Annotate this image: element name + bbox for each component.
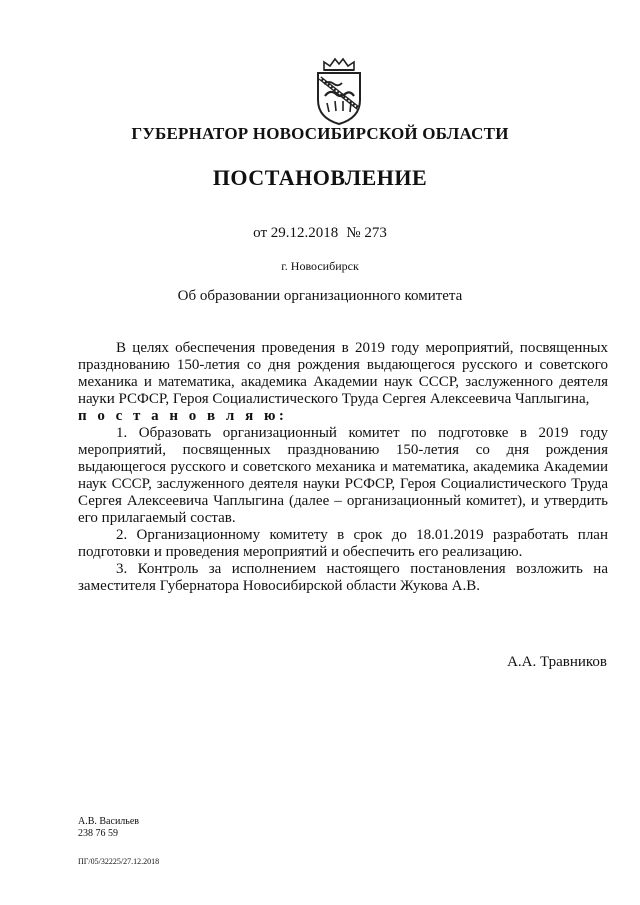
executor-block [78,816,139,840]
decree-item-2: 2. Организационному комитету в срок до 18.01.2019 разработать план подготовки и проведения мероприятий и обеспечить его реализацию. [78,527,608,560]
document-subject: Об образовании организационного комитета [177,288,463,304]
document-date: от 29.12.2018 [253,225,339,241]
document-type: ПОСТАНОВЛЕНИЕ [212,165,428,190]
authority-title: ГУБЕРНАТОР НОВОСИБИРСКОЙ ОБЛАСТИ [131,124,509,143]
preamble-paragraph: В целях обеспечения проведения в 2019 году мероприятий, посвященных празднованию 150-летия со дня рождения выдающегося русского и советского механика и математика, академика Академии наук СССР, заслуженного деятеля науки РСФСР, Героя Социалистического Труда Сергея Алексеевича Чаплыгина, [78,340,608,407]
executor-name: А.В. Васильев [78,816,140,827]
decree-item-1: 1. Образовать организационный комитет по подготовке в 2019 году мероприятий, посвященных празднованию 150-летия со дня рождения выдающегося русского и советского механика и математика, академика Академии наук СССР, заслуженного деятеля науки РСФСР, Героя Социалистического Труда Сергея Алексеевича Чаплыгина (далее – организационный комитет), и утвердить его прилагаемый состав. [78,425,608,526]
document-body [78,340,608,595]
decree-word: п о с т а н о в л я ю: [78,408,288,424]
document-number: № 273 [346,225,387,241]
document-date-number [0,225,640,242]
coat-of-arms-icon [310,56,368,126]
decree-item-3: 3. Контроль за исполнением настоящего постановления возложить на заместителя Губернатора Новосибирской области Жукова А.В. [78,561,608,594]
executor-phone: 238 76 59 [78,828,118,839]
registration-number: ПГ/05/32225/27.12.2018 [78,857,160,866]
signature-name: А.А. Травников [507,654,607,670]
document-city: г. Новосибирск [281,259,359,273]
